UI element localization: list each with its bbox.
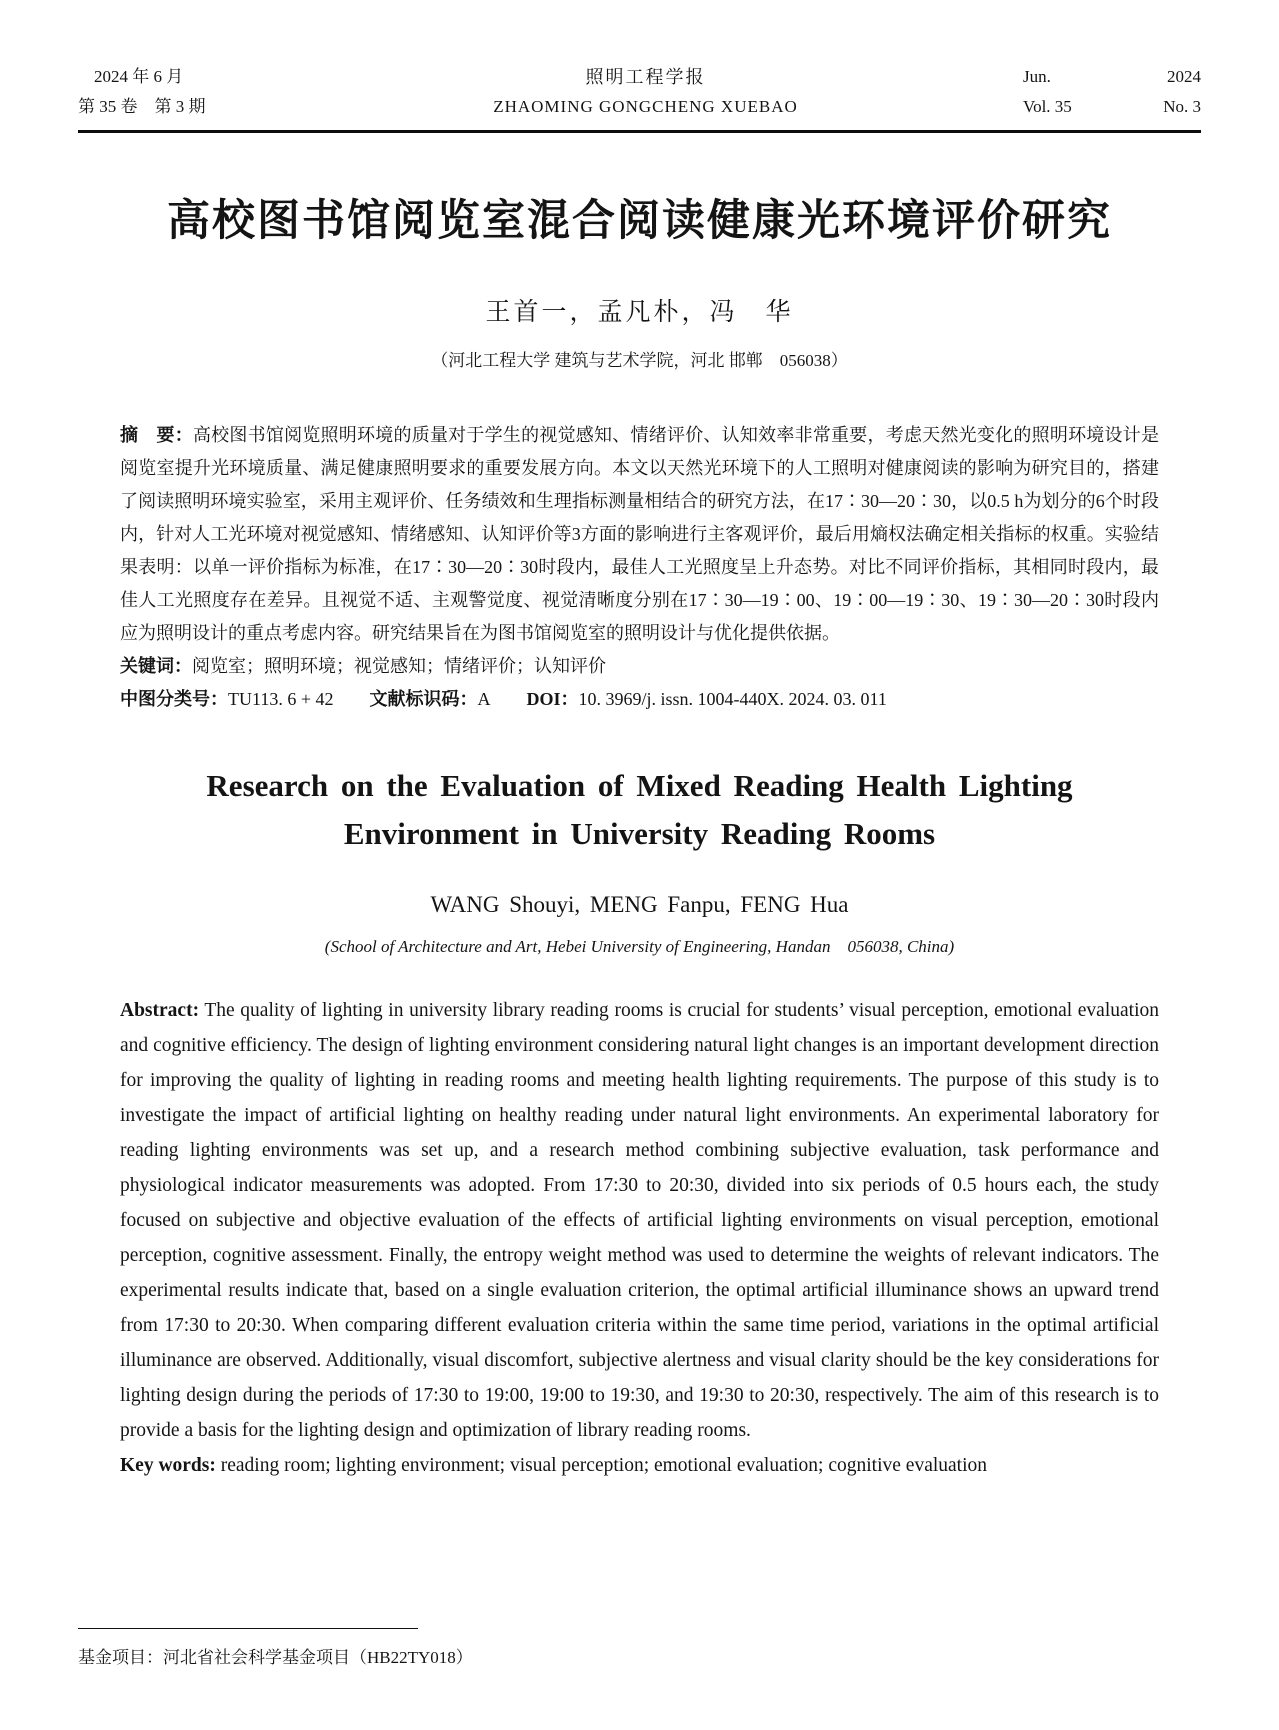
journal-month-en: Jun. bbox=[1023, 67, 1051, 86]
authors-en: WANG Shouyi, MENG Fanpu, FENG Hua bbox=[430, 892, 849, 917]
journal-title-pinyin: ZHAOMING GONGCHENG XUEBAO bbox=[493, 97, 798, 116]
abstract-label-cn: 摘 要： bbox=[120, 425, 193, 445]
journal-title-cn: 照明工程学报 bbox=[585, 67, 706, 87]
paper-title-en bbox=[78, 762, 1201, 858]
abstract-text-cn: 高校图书馆阅览照明环境的质量对于学生的视觉感知、情绪评价、认知效率非常重要，考虑天然光变化的照明环境设计是阅览室提升光环境质量、满足健康照明要求的重要发展方向。本文以天然光环境下的人工照明对健康阅读的影响为研究目的，搭建了阅读照明环境实验室，采用主观评价、任务绩效和生理指标测量相结合的研究方法，在17∶30—20∶30，以0.5 h为划分的6个时段内，针对人工光环境对视觉感知、情绪感知、认知评价等3方面的影响进行主客观评价，最后用熵权法确定相关指标的权重。实验结果表明：以单一评价指标为标准，在17∶30—20∶30时段内，最佳人工光照度呈上升态势。对比不同评价指标，其相同时段内，最佳人工光照度存在差异。且视觉不适、主观警觉度、视觉清晰度分别在17∶30—19∶00、19∶00—19∶30、19∶30—20∶30时段内应为照明设计的重点考虑内容。研究结果旨在为图书馆阅览室的照明设计与优化提供依据。 bbox=[120, 425, 1160, 643]
journal-date-en bbox=[1023, 62, 1201, 92]
footnote bbox=[78, 1628, 473, 1668]
header-left bbox=[78, 62, 268, 122]
abstract-label-en: Abstract: bbox=[120, 1000, 200, 1021]
doi-label: DOI： bbox=[526, 689, 579, 709]
doc-code-value: A bbox=[477, 689, 491, 709]
abstract-section-cn bbox=[120, 419, 1159, 716]
abstract-section-en bbox=[120, 993, 1159, 1483]
paper-title-cn: 高校图书馆阅览室混合阅读健康光环境评价研究 bbox=[167, 197, 1112, 245]
paper-title-en-line2: Environment in University Reading Rooms bbox=[343, 816, 936, 851]
clc-label: 中图分类号： bbox=[120, 689, 228, 709]
header-center bbox=[268, 62, 1023, 122]
keywords-en bbox=[120, 1448, 1159, 1483]
keywords-label-en: Key words: bbox=[120, 1455, 216, 1476]
keywords-label-cn: 关键词： bbox=[120, 656, 192, 676]
keywords-cn bbox=[120, 650, 1159, 683]
abstract-cn bbox=[120, 419, 1159, 650]
paper-title-en-line1: Research on the Evaluation of Mixed Reading Health Lighting bbox=[206, 768, 1073, 803]
journal-volume-en: Vol. 35 bbox=[1023, 97, 1072, 116]
funding-note: 基金项目：河北省社会科学基金项目（HB22TY018） bbox=[78, 1648, 473, 1667]
header-right bbox=[1023, 62, 1201, 122]
keywords-text-en: reading room; lighting environment; visual perception; emotional evaluation; cognitive evaluation bbox=[215, 1455, 988, 1476]
journal-vol-en bbox=[1023, 92, 1201, 122]
abstract-text-en: The quality of lighting in university library reading rooms is crucial for students’ visual perception, emotional evaluation and cognitive efficiency. The design of lighting environment considering natural light changes is an important development direction for improving the quality of lighting in reading rooms and meeting health lighting requirements. The purpose of this study is to investigate the impact of artificial lighting on healthy reading under natural light environments. An experimental laboratory for reading lighting environments was set up, and a research method combining subjective evaluation, task performance and physiological indicator measurements was adopted. From 17:30 to 20:30, divided into six periods of 0.5 hours each, the study focused on subjective and objective evaluation of the effects of artificial lighting environments on visual perception, emotional perception, cognitive assessment. Finally, the entropy weight method was used to determine the weights of relevant indicators. The experimental results indicate that, based on a single evaluation criterion, the optimal artificial illuminance shows an upward trend from 17:30 to 20:30. When comparing different evaluation criteria within the same time period, variations in the optimal artificial illuminance are observed. Additionally, visual discomfort, subjective alertness and visual clarity should be the key considerations for lighting design during the periods of 17:30 to 19:00, 19:00 to 19:30, and 19:30 to 20:30, respectively. The aim of this research is to provide a basis for the lighting design and optimization of library reading rooms. bbox=[120, 1000, 1159, 1441]
clc-value: TU113. 6 + 42 bbox=[228, 689, 334, 709]
affiliation-en: (School of Architecture and Art, Hebei University of Engineering, Handan 056038, China) bbox=[324, 937, 955, 956]
doc-code-label: 文献标识码： bbox=[369, 689, 478, 709]
journal-date-cn: 2024 年 6 月 bbox=[94, 67, 184, 86]
doi-value: 10. 3969/j. issn. 1004-440X. 2024. 03. 011 bbox=[578, 689, 887, 709]
header-rule bbox=[78, 130, 1201, 133]
authors-cn: 王首一，孟凡朴，冯 华 bbox=[485, 299, 794, 326]
journal-header bbox=[78, 62, 1201, 122]
keywords-text-cn: 阅览室；照明环境；视觉感知；情绪评价；认知评价 bbox=[192, 656, 606, 676]
footnote-rule bbox=[78, 1628, 418, 1629]
journal-issue-cn: 第 35 卷 第 3 期 bbox=[78, 97, 206, 116]
journal-number-en: No. 3 bbox=[1163, 97, 1201, 116]
classification-line bbox=[120, 683, 1159, 716]
affiliation-cn: （河北工程大学 建筑与艺术学院，河北 邯郸 056038） bbox=[431, 351, 848, 370]
journal-year-en: 2024 bbox=[1167, 67, 1201, 86]
abstract-en bbox=[120, 993, 1159, 1448]
